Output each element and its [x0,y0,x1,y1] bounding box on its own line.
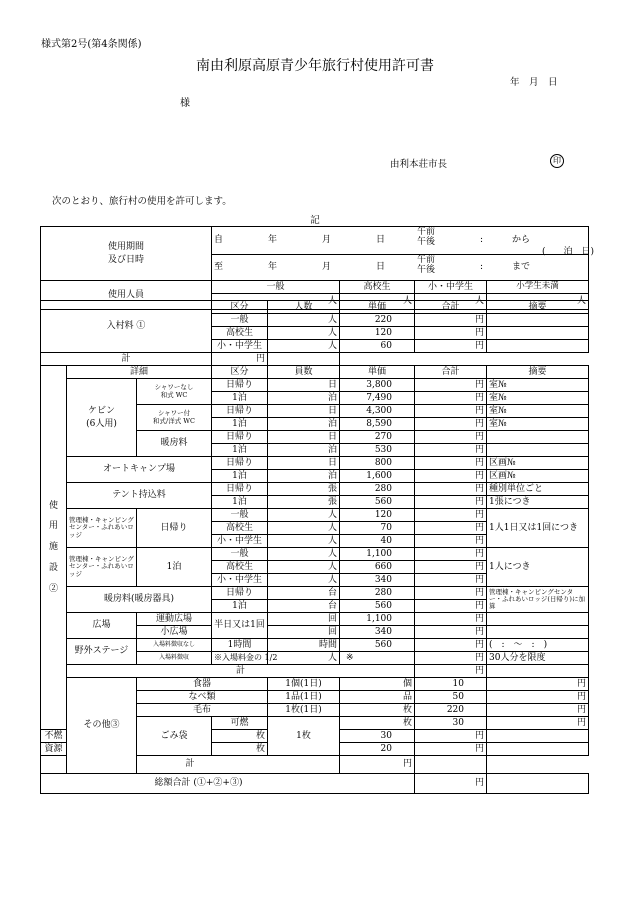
other-row [41,678,589,691]
facility-total[interactable]: 円 [415,379,487,392]
facility-count[interactable]: 回 [268,626,340,639]
facility-price: 3,800 [340,379,415,392]
facility-total[interactable]: 円 [415,587,487,600]
form-number: 様式第2号(第4条関係) [41,39,142,50]
other-side-label: その他③ [67,678,137,774]
period-from-colon: : [480,235,484,245]
facility-header-row [41,366,589,379]
facility-price: 560 [340,600,415,613]
facility-total[interactable]: 円 [415,548,487,561]
facility-row [41,457,589,470]
entrance-total-value[interactable]: 円 [212,353,268,366]
facility-row [41,587,589,600]
tent-label: テント持込料 [67,483,212,509]
cabin-label: ケビン (6人用) [67,379,137,457]
facility-count[interactable]: 回 [268,613,340,626]
facility-h-price: 単価 [340,366,415,379]
facility-price: 280 [340,587,415,600]
period-to: 至 年 月 日 [214,262,386,273]
hiroba-label: 広場 [67,613,137,639]
facility-total-note [487,665,589,678]
gomi-type: 可燃 [212,717,268,730]
facility-kubun: 1泊 [212,600,268,613]
stage-free: 入場料徴収なし [137,639,212,652]
facility-note[interactable]: 区画№ [487,457,589,470]
gomi-price: 30 [415,717,487,730]
facility-note[interactable]: 室№ [487,392,589,405]
entrance-h-count: 人数 [268,301,340,314]
facility-price: 280 [340,483,415,496]
facility-row [41,613,589,626]
facility-kubun: 日帰り [212,405,268,418]
facility-price: 1,100 [340,548,415,561]
facility-count[interactable]: 人 [268,535,340,548]
users-v-preschool[interactable]: 人 [487,294,589,310]
grand-total-label: 総額合計 (①+②+③) [41,774,415,794]
other-item: なべ類 [137,691,268,704]
facility-price: 40 [340,535,415,548]
entrance-h-kubun: 区分 [212,301,268,314]
facility-price: 120 [340,509,415,522]
facility-total[interactable]: 円 [415,600,487,613]
facility-count[interactable]: 人 [268,561,340,574]
addressee: 様 [180,98,190,109]
other-price: 220 [415,704,487,717]
heater-label: 暖房料(暖房器具) [67,587,212,613]
facility-kubun: ※入場料金の 1/2 [212,652,268,665]
facility-price: 530 [340,444,415,457]
lodge-night-name: 管理棟・キャンピングセンター・ふれあいロッジ [67,548,137,587]
gomi-total[interactable]: 円 [487,717,589,730]
period-to-ampm: 午前 午後 [417,255,436,275]
facility-count[interactable]: 人 [268,652,340,665]
gomi-price: 30 [340,730,415,743]
facility-kubun: 1泊 [212,470,268,483]
entrance-note[interactable] [487,327,589,340]
facility-price: 340 [340,574,415,587]
facility-h-detail: 詳細 [67,366,212,379]
cabin-type-shower: シャワー付 和式/洋式 WC [137,405,212,431]
gomi-price: 20 [340,743,415,756]
facility-total[interactable]: 円 [415,444,487,457]
facility-price: 70 [340,522,415,535]
other-total[interactable]: 円 [487,704,589,717]
hiroba-big: 運動広場 [137,613,212,626]
period-to-cell [212,255,589,281]
users-h-preschool: 小学生未満 [487,281,589,294]
other-count[interactable]: 枚 [340,704,415,717]
period-row-from [41,227,589,255]
facility-count[interactable]: 人 [268,574,340,587]
facility-kubun: 高校生 [212,522,268,535]
stage-paid: 入場料徴収 [137,652,212,665]
issuer-mayor: 由利本荘市長 [390,159,448,170]
fee-table [40,300,589,794]
ki-mark: 記 [310,215,320,226]
facility-kubun: 一般 [212,509,268,522]
users-label: 使用人員 [41,281,212,310]
facility-kubun: 高校生 [212,561,268,574]
facility-note[interactable] [487,626,589,639]
facility-price: 660 [340,561,415,574]
facility-kubun: 日帰り [212,431,268,444]
facility-price: 7,490 [340,392,415,405]
facility-total[interactable]: 円 [415,483,487,496]
entrance-count[interactable]: 人 [268,314,340,327]
facility-price: 800 [340,457,415,470]
gomi-type: 資源 [41,743,67,756]
facility-h-total: 合計 [415,366,487,379]
facility-price: ※ [340,652,415,665]
facility-count[interactable]: 人 [268,522,340,535]
other-total[interactable]: 円 [487,678,589,691]
grand-total-value[interactable]: 円 [415,774,487,794]
facility-total-row [41,665,589,678]
facility-note[interactable]: 区画№ [487,470,589,483]
facility-price: 270 [340,431,415,444]
facility-total-value[interactable]: 円 [415,665,487,678]
facility-total[interactable]: 円 [415,392,487,405]
other-kubun: 1枚(1日) [268,704,340,717]
hiroba-kubun: 半日又は1回 [212,613,268,639]
facility-kubun: 小・中学生 [212,574,268,587]
other-kubun: 1個(1日) [268,678,340,691]
entrance-price: 220 [340,314,415,327]
gomi-note[interactable] [487,743,589,756]
entrance-h-total: 合計 [415,301,487,314]
facility-count[interactable]: 泊 [268,392,340,405]
facility-price: 1,600 [340,470,415,483]
other-kubun: 1品(1日) [268,691,340,704]
entrance-count[interactable]: 人 [268,340,340,353]
facility-count[interactable]: 日 [268,405,340,418]
lodge-night-label: 1泊 [137,548,212,587]
facility-kubun: 1泊 [212,496,268,509]
facility-h-count: 員数 [268,366,340,379]
heater-note: 管理棟・キャンピングセンター・ふれあいロッジ(日帰り)に加算 [487,587,589,613]
users-h-middle: 小・中学生 [415,281,487,294]
stage-label: 野外ステージ [67,639,137,665]
facility-price: 560 [340,496,415,509]
facility-kubun: 1泊 [212,444,268,457]
gomi-count[interactable]: 枚 [212,743,268,756]
entrance-kubun: 小・中学生 [212,340,268,353]
entrance-note[interactable] [487,314,589,327]
period-made: まで [512,262,531,272]
facility-price: 4,300 [340,405,415,418]
other-total-value[interactable]: 円 [340,756,415,774]
facility-count[interactable]: 張 [268,496,340,509]
gomi-kubun: 1枚 [268,717,340,756]
users-header-row [41,281,589,294]
facility-kubun: 日帰り [212,587,268,600]
facility-count[interactable]: 人 [268,509,340,522]
facility-kubun: 1泊 [212,392,268,405]
facility-kubun: 1泊 [212,418,268,431]
facility-note[interactable]: 1張につき [487,496,589,509]
users-v-middle[interactable]: 人 [415,294,487,310]
facility-note[interactable] [487,613,589,626]
lodge-day-label: 日帰り [137,509,212,548]
facility-note[interactable]: ( : ～ : ) [487,639,589,652]
period-to-colon: : [480,262,484,272]
entrance-total-label: 計 [41,353,212,366]
page-title: 南由利原高原青少年旅行村使用許可書 [196,58,434,74]
facility-total[interactable]: 円 [415,535,487,548]
facility-row [41,483,589,496]
facility-row [41,509,589,522]
cabin-type-noshower: シャワーなし 和式 WC [137,379,212,405]
facility-total[interactable]: 円 [415,522,487,535]
gomi-type: 不燃 [41,730,67,743]
facility-note[interactable]: 30人分を限度 [487,652,589,665]
gomi-total[interactable]: 円 [415,730,487,743]
facility-total[interactable]: 円 [415,431,487,444]
users-v-high[interactable]: 人 [340,294,415,310]
gomi-total[interactable]: 円 [415,743,487,756]
users-v-general[interactable]: 人 [212,294,340,310]
facility-total[interactable]: 円 [415,509,487,522]
intro-text: 次のとおり、旅行村の使用を許可します。 [52,196,232,207]
other-item: 毛布 [137,704,268,717]
other-total[interactable]: 円 [487,691,589,704]
entrance-price: 60 [340,340,415,353]
facility-total[interactable]: 円 [415,418,487,431]
other-count[interactable]: 品 [340,691,415,704]
facility-count[interactable]: 人 [268,548,340,561]
gomi-count[interactable]: 枚 [340,717,415,730]
facility-price: 560 [340,639,415,652]
period-kara: から [512,235,531,245]
facility-price: 340 [340,626,415,639]
autocamp-label: オートキャンプ場 [67,457,212,483]
facility-count[interactable]: 台 [268,600,340,613]
facility-kubun: 日帰り [212,483,268,496]
other-total-note [415,756,487,774]
facility-note[interactable] [487,431,589,444]
entrance-kubun: 高校生 [212,327,268,340]
facility-count[interactable]: 張 [268,483,340,496]
seal-mark: 印 [550,154,564,168]
other-price: 50 [415,691,487,704]
facility-total[interactable]: 円 [415,405,487,418]
facility-total[interactable]: 円 [415,613,487,626]
facility-total[interactable]: 円 [415,496,487,509]
other-total-row [41,756,589,774]
entrance-price: 120 [340,327,415,340]
facility-note[interactable]: 室№ [487,405,589,418]
other-price: 10 [415,678,487,691]
period-nights: ( 泊 日) [542,247,595,257]
entrance-total[interactable]: 円 [415,340,487,353]
period-from-ampm: 午前 午後 [417,227,436,247]
facility-kubun: 1時間 [212,639,268,652]
facility-price: 8,590 [340,418,415,431]
facility-count[interactable]: 泊 [268,418,340,431]
facility-total[interactable]: 円 [415,652,487,665]
facility-side-label: 使用施設② [41,366,67,730]
facility-kubun: 日帰り [212,379,268,392]
facility-total[interactable]: 円 [415,457,487,470]
entrance-header-row [41,301,589,314]
users-h-high: 高校生 [340,281,415,294]
facility-note[interactable] [487,444,589,457]
entrance-total[interactable]: 円 [415,327,487,340]
permit-table [40,226,595,310]
other-count[interactable]: 個 [340,678,415,691]
lodge-night-note: 1人につき [487,548,589,587]
entrance-total-note [268,353,340,366]
entrance-h-price: 単価 [340,301,415,314]
entrance-h-note: 摘要 [487,301,589,314]
grand-total-note [487,774,589,794]
period-label [41,227,212,281]
gomi-label: ごみ袋 [137,717,212,756]
lodge-day-name: 管理棟・キャンピングセンター・ふれあいロッジ [67,509,137,548]
other-item: 食器 [137,678,268,691]
facility-note[interactable]: 種別単位ごと [487,483,589,496]
period-from: 自 年 月 日 [214,235,386,246]
entrance-count[interactable]: 人 [268,327,340,340]
facility-note[interactable]: 室№ [487,418,589,431]
entrance-kubun: 一般 [212,314,268,327]
facility-price: 1,100 [340,613,415,626]
gomi-count[interactable]: 枚 [212,730,268,743]
facility-h-kubun: 区分 [212,366,268,379]
entrance-total-row [41,353,589,366]
facility-total[interactable]: 円 [415,626,487,639]
facility-total[interactable]: 円 [415,639,487,652]
facility-kubun: 日帰り [212,457,268,470]
facility-total[interactable]: 円 [415,561,487,574]
facility-row [41,379,589,392]
lodge-day-note: 1人1日又は1回につき [487,509,589,548]
other-total-label: 計 [41,756,340,774]
period-label-text: 使用期間 及び日時 [107,242,144,265]
facility-total[interactable]: 円 [415,470,487,483]
facility-row [41,548,589,561]
facility-count[interactable]: 泊 [268,444,340,457]
facility-count[interactable]: 日 [268,457,340,470]
entrance-label: 入村料 ① [41,301,212,353]
facility-count[interactable]: 日 [268,431,340,444]
facility-total-label: 計 [67,665,415,678]
facility-kubun: 小・中学生 [212,535,268,548]
gomi-note[interactable] [487,730,589,743]
issue-date: 年 月 日 [510,77,558,88]
cabin-type-heating: 暖房料 [137,431,212,457]
users-h-general: 一般 [212,281,340,294]
facility-count[interactable]: 台 [268,587,340,600]
entrance-note[interactable] [487,340,589,353]
facility-count[interactable]: 泊 [268,470,340,483]
facility-kubun: 一般 [212,548,268,561]
period-from-cell [212,227,595,257]
facility-total[interactable]: 円 [415,574,487,587]
hiroba-small: 小広場 [137,626,212,639]
grand-total-row [41,774,589,794]
facility-count[interactable]: 時間 [268,639,340,652]
facility-note[interactable]: 室№ [487,379,589,392]
entrance-total[interactable]: 円 [415,314,487,327]
facility-h-note: 摘要 [487,366,589,379]
facility-row [41,639,589,652]
facility-count[interactable]: 日 [268,379,340,392]
